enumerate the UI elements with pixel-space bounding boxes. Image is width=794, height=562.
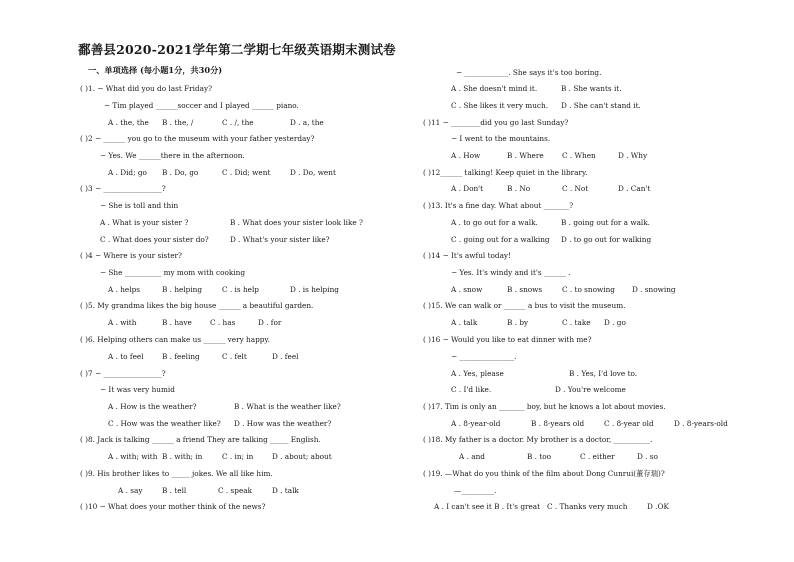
- answer-option: D . Do, went: [290, 168, 336, 177]
- question-line: ( )15. We can walk or ______ a bus to visit the museum.: [423, 301, 626, 310]
- answer-option: D . about; about: [272, 452, 332, 461]
- answer-option: B . 8-years old: [531, 419, 585, 428]
- answer-option: D . talk: [272, 486, 299, 495]
- question-line: ( )16 − Would you like to eat dinner with me?: [423, 335, 592, 344]
- question-line: ( )10 − What does your mother think of the news?: [80, 502, 266, 511]
- answer-option: C . What does your sister do?: [100, 235, 209, 244]
- answer-option: C . Not: [562, 184, 589, 193]
- answer-option: A . talk: [451, 318, 478, 327]
- answer-option: B . Do, go: [162, 168, 199, 177]
- answer-option: A . 8-year-old: [451, 419, 501, 428]
- answer-option: A . Did; go: [108, 168, 147, 177]
- answer-option: B . feeling: [162, 352, 200, 361]
- question-line: − She is toll and thin: [100, 201, 179, 210]
- answer-option: C . in; in: [222, 452, 254, 461]
- answer-option: A . What is your sister ?: [100, 218, 189, 227]
- question-line: ( )17. Tim is only an _______ boy, but he knows a lot about movies.: [423, 402, 666, 411]
- answer-option: B . tell: [162, 486, 187, 495]
- answer-option: B . have: [162, 318, 192, 327]
- answer-option: B . What is the weather like?: [234, 402, 341, 411]
- question-line: ( )14 − It's awful today!: [423, 251, 511, 260]
- answer-option: C . She likes it very much.: [451, 101, 549, 110]
- question-line: ( )9. His brother likes to _____ jokes. We all like him.: [80, 469, 273, 478]
- answer-option: C . has: [210, 318, 236, 327]
- question-line: ( )18. My father is a doctor. My brother is a doctor, __________.: [423, 435, 653, 444]
- answer-option: A . with: [108, 318, 137, 327]
- answer-option: C . Thanks very much: [547, 502, 628, 511]
- answer-option: A . I can't see it B . It's great: [434, 502, 541, 511]
- question-line: ( )6. Helping others can make us ______ very happy.: [80, 335, 270, 344]
- answer-option: C . either: [580, 452, 615, 461]
- answer-option: B . Where: [507, 151, 544, 160]
- answer-option: A . She doesn't mind it.: [451, 84, 538, 93]
- answer-option: C . is help: [222, 285, 259, 294]
- question-line: − I went to the mountains.: [451, 134, 551, 143]
- answer-option: C . speak: [218, 486, 253, 495]
- answer-option: D . snowing: [632, 285, 676, 294]
- answer-option: D . Can't: [618, 184, 651, 193]
- question-line: —_________.: [454, 486, 497, 495]
- answer-option: B . Yes, I'd love to.: [569, 369, 638, 378]
- answer-option: B . too: [527, 452, 552, 461]
- answer-option: A . to go out for a walk.: [451, 218, 538, 227]
- answer-option: D . is helping: [290, 285, 339, 294]
- answer-option: B . No: [507, 184, 531, 193]
- question-line: − Yes. It's windy and it's ______ .: [451, 268, 571, 277]
- answer-option: D . so: [637, 452, 658, 461]
- answer-option: D . How was the weather?: [234, 419, 332, 428]
- question-line: ( )13. It's a fine day. What about _______?: [423, 201, 574, 210]
- exam-title: 鄱善县2020-2021学年第二学期七年级英语期末测试卷: [78, 42, 396, 57]
- answer-option: D . a, the: [290, 118, 324, 127]
- answer-option: D . What's your sister like?: [230, 235, 330, 244]
- answer-option: A . helps: [108, 285, 140, 294]
- answer-option: D . Why: [618, 151, 648, 160]
- question-line: − She __________ my mom with cooking: [100, 268, 246, 277]
- answer-option: A . Yes, please: [451, 369, 504, 378]
- question-line: ( )3 − ________________?: [80, 184, 166, 193]
- answer-option: B . by: [507, 318, 529, 327]
- answer-option: C . When: [562, 151, 596, 160]
- question-line: − Yes. We ______there in the afternoon.: [100, 151, 245, 160]
- question-line: − _______________.: [451, 352, 517, 361]
- answer-option: D . to go out for walking: [561, 235, 652, 244]
- answer-option: C . going out for a walking: [451, 235, 550, 244]
- answer-option: B . What does your sister look like ?: [230, 218, 363, 227]
- question-line: − Tim played ______soccer and I played ______ piano.: [104, 101, 299, 110]
- answer-option: B . snows: [507, 285, 543, 294]
- question-line: ( )19. —What do you think of the film about Dong Cunrui(董存瑞)?: [423, 469, 665, 478]
- answer-option: C . /, the: [222, 118, 254, 127]
- answer-option: D . feel: [272, 352, 299, 361]
- answer-option: A . say: [118, 486, 143, 495]
- answer-option: B . the, /: [162, 118, 194, 127]
- answer-option: A . to feel: [108, 352, 144, 361]
- answer-option: D . You're welcome: [555, 385, 626, 394]
- answer-option: A . snow: [451, 285, 483, 294]
- answer-option: A . and: [459, 452, 485, 461]
- answer-option: D . for: [258, 318, 282, 327]
- question-line: ( )1. − What did you do last Friday?: [80, 84, 213, 93]
- question-line: ( )5. My grandma likes the big house ______ a beautiful garden.: [80, 301, 314, 310]
- answer-option: D .OK: [647, 502, 669, 511]
- answer-option: C . take: [562, 318, 591, 327]
- question-line: ( )4 − Where is your sister?: [80, 251, 182, 260]
- question-line: ( )2 − ______ you go to the museum with your father yesterday?: [80, 134, 315, 143]
- answer-option: D . 8-years-old: [674, 419, 728, 428]
- answer-option: D . She can't stand it.: [561, 101, 641, 110]
- answer-option: C . I'd like.: [451, 385, 492, 394]
- question-line: ( )12______ talking! Keep quiet in the library.: [423, 168, 588, 177]
- answer-option: D . go: [604, 318, 626, 327]
- answer-option: B . with; in: [162, 452, 203, 461]
- answer-option: C . Did; went: [222, 168, 271, 177]
- question-line: ( )11 − ________did you go last Sunday?: [423, 118, 569, 127]
- answer-option: B . helping: [162, 285, 203, 294]
- answer-option: A . the, the: [108, 118, 149, 127]
- answer-option: A . with; with: [108, 452, 158, 461]
- answer-option: C . How was the weather like?: [108, 419, 221, 428]
- question-line: − It was very humid: [100, 385, 175, 394]
- answer-option: C . felt: [222, 352, 247, 361]
- answer-option: A . How: [451, 151, 481, 160]
- answer-option: A . How is the weather?: [108, 402, 197, 411]
- section-heading: 一、单项选择 (每小题1分，共30分): [88, 65, 223, 75]
- answer-option: B . She wants it.: [561, 84, 622, 93]
- answer-option: B . going out for a walk.: [561, 218, 650, 227]
- question-line: ( )7 − ________________?: [80, 369, 166, 378]
- question-line: − ____________. She says it's too boring.: [456, 68, 602, 77]
- answer-option: C . to snowing: [562, 285, 615, 294]
- question-line: ( )8. Jack is talking ______ a friend They are talking _____ English.: [80, 435, 321, 444]
- answer-option: C . 8-year old: [604, 419, 654, 428]
- answer-option: A . Don't: [451, 184, 484, 193]
